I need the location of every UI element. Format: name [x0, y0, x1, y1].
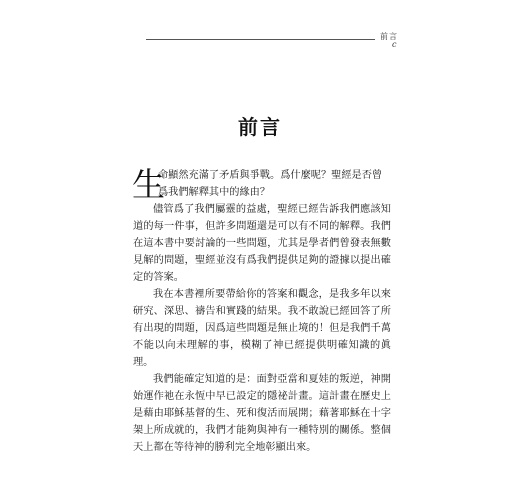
drop-cap: 生: [132, 165, 165, 204]
first-paragraph-text: 命顯然充滿了矛盾與爭戰。爲什麼呢？聖經是否曾爲我們解釋其中的緣由？: [158, 170, 383, 198]
paragraph-3: 我在本書裡所要帶給你的答案和觀念，是我多年以來研究、深思、禱告和實踐的結果。我不敢說已經回答了所有出現的問題，因爲這些問題是無止境的！但是我們千萬不能以向未理解的事，模糊了神已經提供明確知識的眞理。: [133, 289, 391, 368]
first-paragraph: [132, 165, 391, 204]
page-number: c: [392, 40, 397, 49]
paragraph-4: 我們能確定知道的是：面對亞當和夏娃的叛逆，神開始運作祂在永恆中早已設定的隱祕計畫。這計畫在歷史上是藉由耶穌基督的生、死和復活而展開；藉著耶穌在十字架上所成就的，我們才能夠與神有一種特別的關係。整個天上都在等待神的勝利完全地彰顯出來。: [133, 374, 391, 453]
running-header-title: 前言: [380, 32, 398, 41]
body-text: [133, 167, 391, 456]
chapter-title: 前言: [238, 115, 282, 139]
paragraph-2: 儘管爲了我們屬靈的益處，聖經已經告訴我們應該知道的每一件事，但許多問題還是可以有不同的解釋。我們在這本書中要討論的一些問題，尤其是學者們曾發表無數見解的問題，聖經並沒有爲我們提供足夠的證據以提出確定的答案。: [133, 204, 391, 283]
header-rule: [146, 39, 375, 40]
